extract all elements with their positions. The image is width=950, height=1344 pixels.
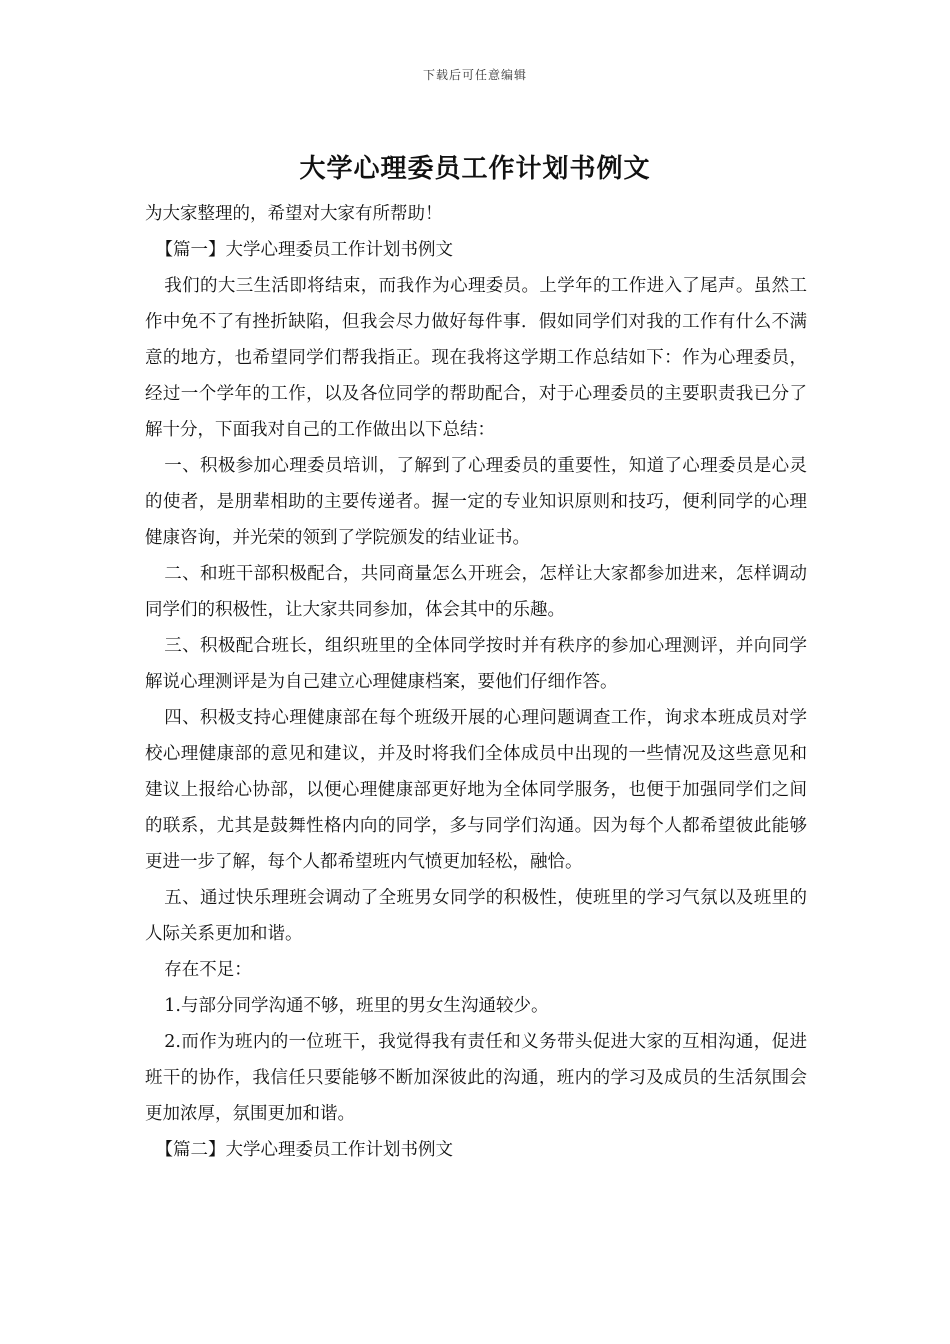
paragraph: 二、和班干部积极配合，共同商量怎么开班会，怎样让大家都参加进来，怎样调动同学们的积极性，让大家共同参加，体会其中的乐趣。 [145,564,807,620]
section-heading-2: 【篇二】大学心理委员工作计划书例文 [155,1140,453,1160]
paragraph: 三、积极配合班长，组织班里的全体同学按时并有秩序的参加心理测评，并向同学解说心理测评是为自己建立心理健康档案，要他们仔细作答。 [145,636,807,692]
section-heading-1: 【篇一】大学心理委员工作计划书例文 [155,240,453,260]
list-item: 2.而作为班内的一位班干，我觉得我有责任和义务带头促进大家的互相沟通，促进班干的协作，我信任只要能够不断加深彼此的沟通，班内的学习及成员的生活氛围会更加浓厚，氛围更加和谐。 [145,1032,807,1124]
paragraph: 五、通过快乐理班会调动了全班男女同学的积极性，使班里的学习气氛以及班里的人际关系更加和谐。 [145,888,807,944]
paragraph: 一、积极参加心理委员培训，了解到了心理委员的重要性，知道了心理委员是心灵的使者，是朋辈相助的主要传递者。握一定的专业知识原则和技巧，便利同学的心理健康咨询，并光荣的领到了学院颁发的结业证书。 [145,456,807,548]
intro-paragraph: 为大家整理的，希望对大家有所帮助！ [145,204,443,224]
paragraph: 四、积极支持心理健康部在每个班级开展的心理问题调查工作，询求本班成员对学校心理健康部的意见和建议，并及时将我们全体成员中出现的一些情况及这些意见和建议上报给心协部，以便心理健康部更好地为全体同学服务，也便于加强同学们之间的联系，尤其是鼓舞性格内向的同学，多与同学们沟通。因为每个人都希望彼此能够更进一步了解，每个人都希望班内气愤更加轻松，融恰。 [145,708,807,872]
document-body [145,196,807,1168]
paragraph: 存在不足： [164,960,252,980]
list-item: 1.与部分同学沟通不够，班里的男女生沟通较少。 [164,996,549,1016]
header-note: 下载后可任意编辑 [422,68,527,82]
paragraph: 我们的大三生活即将结束，而我作为心理委员。上学年的工作进入了尾声。虽然工作中免不了有挫折缺陷，但我会尽力做好每件事．假如同学们对我的工作有什么不满意的地方，也希望同学们帮我指正。现在我将这学期工作总结如下：作为心理委员，经过一个学年的工作，以及各位同学的帮助配合，对于心理委员的主要职责我已分了解十分，下面我对自己的工作做出以下总结： [145,276,807,440]
page-title: 大学心理委员工作计划书例文 [299,154,651,184]
